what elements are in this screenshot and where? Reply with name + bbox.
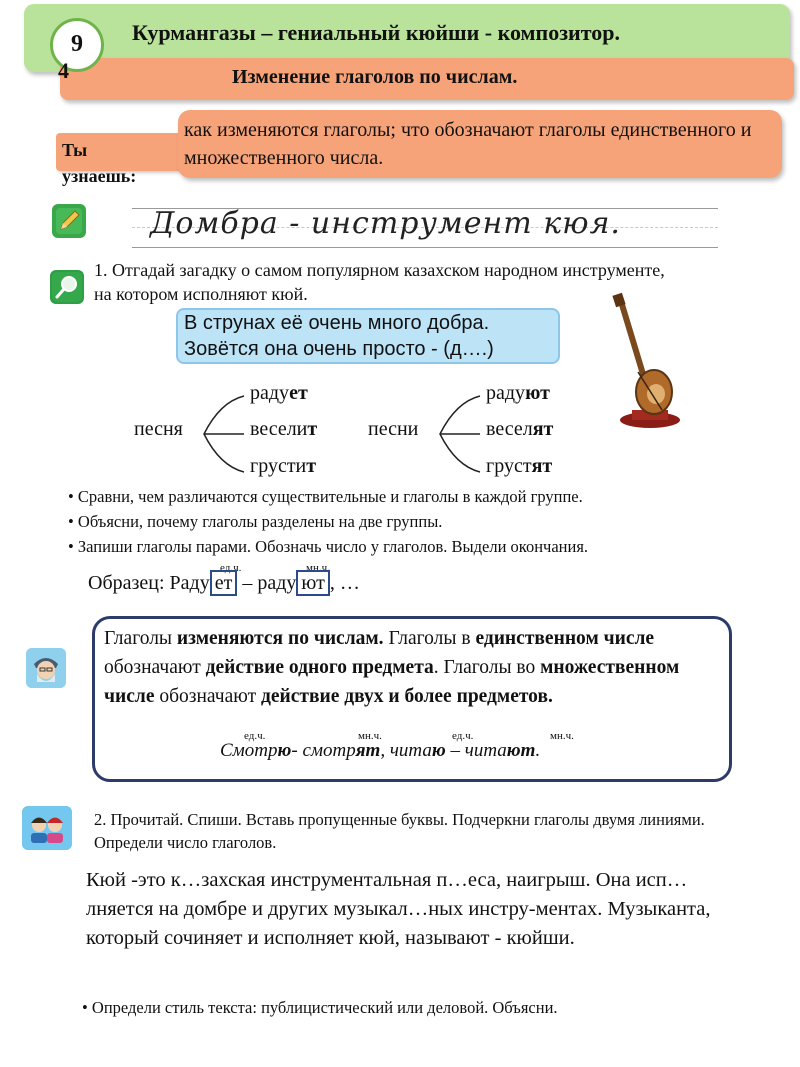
branch-plural	[436, 392, 482, 476]
sample-label: Образец:	[88, 572, 165, 594]
riddle-text	[184, 310, 556, 362]
riddle-line-1: В струнах её очень много добра.	[184, 312, 490, 334]
verb-singular-3: грустит	[250, 455, 317, 477]
instruction-item: • Запиши глаголы парами. Обозначь число у глаголов. Выдели окончания.	[68, 534, 788, 559]
you-will-learn-label: Ты	[62, 140, 88, 160]
verb-plural-1: радуют	[486, 382, 550, 404]
task2-text: 2. Прочитай. Спиши. Вставь пропущенные буквы. Подчеркни глаголы двумя линиями. Определи число глаголов.	[94, 810, 705, 852]
noun-plural: песни	[368, 418, 419, 440]
sample-dash: –	[242, 572, 253, 594]
branch-singular	[200, 392, 246, 476]
rule-example: Смотрю- смотрят, читаю – читают.	[220, 740, 541, 761]
lesson-number-extra: 4	[58, 58, 69, 83]
sample-tail: , …	[329, 572, 360, 594]
final-question: • Определи стиль текста: публицистический или деловой. Объясни.	[82, 998, 558, 1018]
sample-abbr-singular: ед.ч.	[220, 562, 242, 574]
learn-text: как изменяются глаголы; что обозначают глаголы единственного и множественного числа.	[184, 119, 752, 169]
pair-work-icon	[22, 806, 72, 850]
sample-line	[88, 572, 360, 595]
teacher-avatar-icon	[26, 648, 66, 688]
rule-abbr-3: ед.ч.	[452, 730, 474, 742]
instruction-item: • Сравни, чем различаются существительные и глаголы в каждой группе.	[68, 484, 788, 509]
pencil-icon	[52, 204, 86, 238]
rule-abbr-1: ед.ч.	[244, 730, 266, 742]
instruction-list	[68, 484, 788, 559]
task1-text: 1. Отгадай загадку о самом популярном казахском народном инструменте, на котором исполняют кюй.	[94, 260, 665, 304]
you-will-learn-label-2: узнаешь:	[62, 166, 137, 186]
lesson-subtitle: Изменение глаголов по числам.	[232, 66, 518, 88]
sample-ending-2: ют	[296, 570, 329, 596]
rule-abbr-4: мн.ч.	[550, 730, 574, 742]
copybook-text: Домбра - инструмент кюя.	[150, 206, 621, 241]
lesson-number-badge: 9	[50, 18, 104, 72]
magnifier-icon	[50, 270, 84, 304]
sample-ending-1: ет	[210, 570, 238, 596]
noun-singular: песня	[134, 418, 183, 440]
sample-abbr-plural: мн.ч.	[306, 562, 330, 574]
dombra-image	[602, 292, 694, 436]
sample-stem-2: раду	[257, 572, 297, 594]
rule-abbr-2: мн.ч.	[358, 730, 382, 742]
riddle-line-2: Зовётся она очень просто - (д….)	[184, 338, 494, 360]
rule-text: Глаголы изменяются по числам. Глаголы в единственном числе обозначают действие одного предмета. Глаголы во множественном числе обозначают действие двух и более предметов.	[104, 628, 680, 707]
lesson-title: Курмангазы – гениальный кюйши - композитор.	[132, 20, 620, 45]
verb-singular-2: веселит	[250, 418, 318, 440]
task2-paragraph: Кюй -это к…захская инструментальная п…еса, наигрыш. Она исп…лняется на домбре и других музыкал…ных инстру-ментах. Музыканта, который сочиняет и исполняет кюй, называют - кюйши.	[86, 869, 711, 949]
verb-plural-3: грустят	[486, 455, 553, 477]
verb-singular-1: радует	[250, 382, 308, 404]
verb-plural-2: веселят	[486, 418, 554, 440]
sample-stem-1: Раду	[169, 572, 210, 594]
instruction-item: • Объясни, почему глаголы разделены на две группы.	[68, 509, 788, 534]
